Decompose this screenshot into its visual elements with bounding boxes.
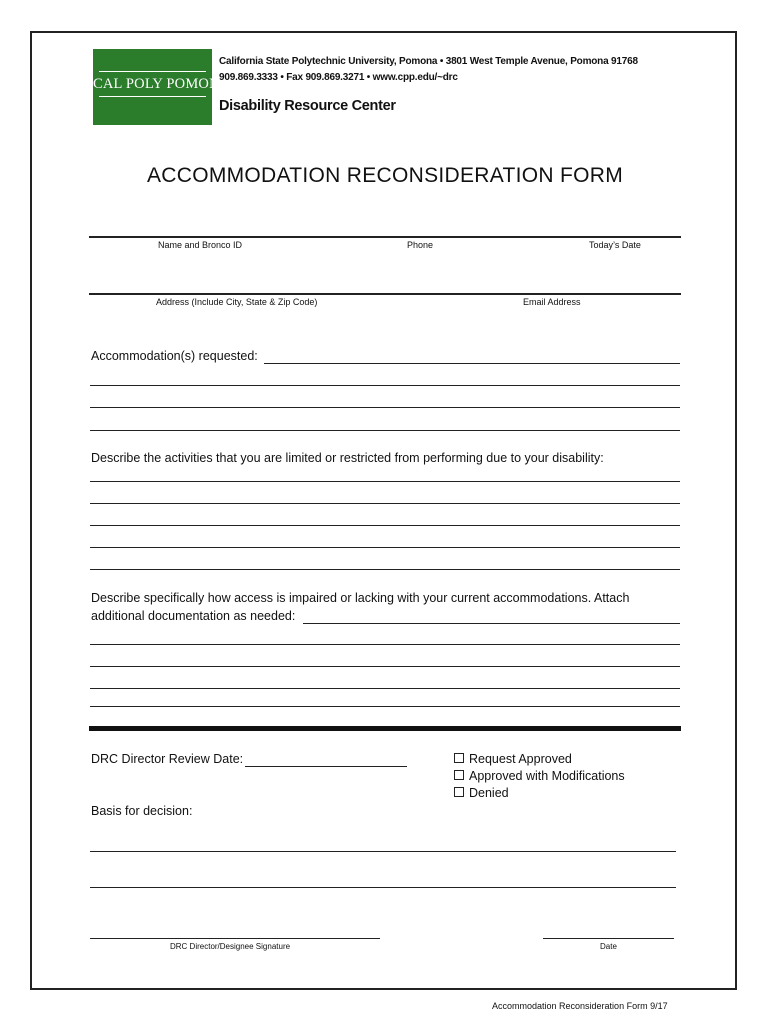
answer-line[interactable] bbox=[90, 688, 680, 689]
director-review-date-label: DRC Director Review Date: bbox=[91, 752, 244, 766]
logo-top-rule bbox=[99, 71, 206, 72]
university-address: California State Polytechnic University, Pomona • 3801 West Temple Avenue, Pomona 91768 bbox=[219, 56, 638, 67]
form-footer: Accommodation Reconsideration Form 9/17 bbox=[492, 1001, 668, 1011]
approved-with-modifications-option[interactable] bbox=[454, 769, 625, 783]
access-impaired-label-line1: Describe specifically how access is impaired or lacking with your current accommodations. Attach bbox=[91, 591, 630, 605]
answer-line[interactable] bbox=[303, 623, 680, 624]
signature-date-label: Date bbox=[600, 942, 617, 951]
contact-info: 909.869.3333 • Fax 909.869.3271 • www.cpp.edu/~drc bbox=[219, 72, 458, 83]
phone-field-label: Phone bbox=[407, 240, 434, 250]
answer-line[interactable] bbox=[90, 569, 680, 570]
logo-text: CAL POLY POMONA bbox=[93, 76, 231, 92]
section-divider bbox=[89, 726, 681, 731]
limited-activities-label: Describe the activities that you are limited or restricted from performing due to your disability: bbox=[91, 451, 604, 465]
answer-line[interactable] bbox=[90, 851, 676, 852]
answer-line[interactable] bbox=[90, 706, 680, 707]
answer-line[interactable] bbox=[90, 525, 680, 526]
identity-field-line[interactable] bbox=[89, 236, 681, 238]
checkbox[interactable] bbox=[454, 770, 464, 780]
contact-field-line[interactable] bbox=[89, 293, 681, 295]
option-label: Denied bbox=[469, 786, 509, 800]
access-impaired-label-line2: additional documentation as needed: bbox=[91, 609, 296, 623]
email-field-label: Email Address bbox=[523, 297, 581, 307]
date-field-label: Today’s Date bbox=[589, 240, 641, 250]
answer-line[interactable] bbox=[90, 407, 680, 408]
signature-label: DRC Director/Designee Signature bbox=[170, 942, 291, 951]
answer-line[interactable] bbox=[90, 644, 680, 645]
basis-for-decision-label: Basis for decision: bbox=[91, 804, 193, 818]
checkbox[interactable] bbox=[454, 753, 464, 763]
cal-poly-pomona-logo bbox=[93, 49, 231, 125]
form-title: ACCOMMODATION RECONSIDERATION FORM bbox=[146, 164, 624, 187]
name-field-label: Name and Bronco ID bbox=[158, 240, 243, 250]
address-field-label: Address (Include City, State & Zip Code) bbox=[156, 297, 318, 307]
answer-line[interactable] bbox=[90, 547, 680, 548]
review-date-line[interactable] bbox=[245, 766, 407, 767]
denied-option[interactable] bbox=[454, 786, 509, 800]
answer-line[interactable] bbox=[90, 666, 680, 667]
logo-bottom-rule bbox=[99, 96, 206, 97]
answer-line[interactable] bbox=[90, 481, 680, 482]
checkbox[interactable] bbox=[454, 787, 464, 797]
option-label: Request Approved bbox=[469, 752, 572, 766]
answer-line[interactable] bbox=[90, 430, 680, 431]
answer-line[interactable] bbox=[90, 385, 680, 386]
signature-date-line[interactable] bbox=[543, 938, 674, 939]
request-approved-option[interactable] bbox=[454, 752, 572, 766]
accommodations-requested-label: Accommodation(s) requested: bbox=[91, 349, 258, 363]
answer-line[interactable] bbox=[90, 887, 676, 888]
option-label: Approved with Modifications bbox=[469, 769, 625, 783]
answer-line[interactable] bbox=[264, 363, 680, 364]
answer-line[interactable] bbox=[90, 503, 680, 504]
unit-name: Disability Resource Center bbox=[219, 98, 396, 114]
signature-line[interactable] bbox=[90, 938, 380, 939]
